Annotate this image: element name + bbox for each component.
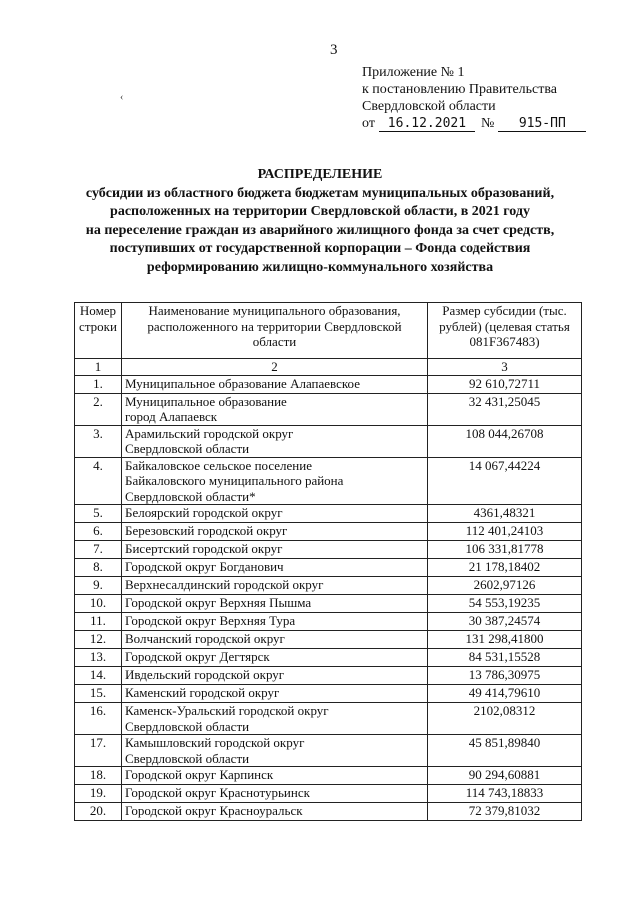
subsidy-amount-cell: 84 531,15528 <box>428 649 582 667</box>
municipality-name-cell: Белоярский городской округ <box>122 505 428 523</box>
table-row <box>75 785 582 803</box>
municipality-name-cell: Муниципальное образование Алапаевское <box>122 375 428 393</box>
header-subsidy-amount: Размер субсидии (тыс. рублей) (целевая статья 081F367483) <box>428 303 582 359</box>
row-number-cell: 5. <box>75 505 122 523</box>
row-number-cell: 15. <box>75 685 122 703</box>
table-row <box>75 559 582 577</box>
row-number-cell: 13. <box>75 649 122 667</box>
municipality-name-cell: Камышловский городской округ Свердловской области <box>122 735 428 767</box>
row-number-cell: 10. <box>75 595 122 613</box>
subsidy-amount-cell: 2602,97126 <box>428 577 582 595</box>
appendix-line-3: Свердловской области <box>362 99 496 114</box>
table-header-row <box>75 303 582 359</box>
municipality-name-cell: Муниципальное образование город Алапаевск <box>122 393 428 425</box>
row-number-cell: 20. <box>75 803 122 821</box>
subsidy-amount-cell: 45 851,89840 <box>428 735 582 767</box>
table-row <box>75 803 582 821</box>
scan-mark: ‹ <box>120 92 124 103</box>
subsidy-amount-cell: 13 786,30975 <box>428 667 582 685</box>
table-row <box>75 735 582 767</box>
municipality-name-cell: Городской округ Карпинск <box>122 767 428 785</box>
table-row <box>75 457 582 505</box>
row-number-cell: 8. <box>75 559 122 577</box>
row-number-cell: 14. <box>75 667 122 685</box>
subsidy-amount-cell: 32 431,25045 <box>428 393 582 425</box>
row-number-cell: 18. <box>75 767 122 785</box>
document-title <box>40 166 600 277</box>
subsidy-amount-cell: 54 553,19235 <box>428 595 582 613</box>
municipality-name-cell: Каменск-Уральский городской округ Свердловской области <box>122 703 428 735</box>
municipality-name-cell: Верхнесалдинский городской округ <box>122 577 428 595</box>
row-number-cell: 9. <box>75 577 122 595</box>
table-row <box>75 631 582 649</box>
subsidy-amount-cell: 112 401,24103 <box>428 523 582 541</box>
municipality-name-cell: Городской округ Верхняя Пышма <box>122 595 428 613</box>
header-row-number: Номер строки <box>75 303 122 359</box>
subsidy-amount-cell: 106 331,81778 <box>428 541 582 559</box>
subsidy-amount-cell: 108 044,26708 <box>428 425 582 457</box>
appendix-line-1: Приложение № 1 <box>362 65 465 80</box>
title-line-4: поступивших от государственной корпорации – Фонда содействия <box>109 241 531 256</box>
resolution-number: 915-ПП <box>498 117 586 132</box>
table-row <box>75 613 582 631</box>
row-number-cell: 4. <box>75 457 122 505</box>
subsidy-amount-cell: 4361,48321 <box>428 505 582 523</box>
resolution-date: 16.12.2021 <box>379 117 475 132</box>
subsidy-amount-cell: 72 379,81032 <box>428 803 582 821</box>
subsidy-amount-cell: 14 067,44224 <box>428 457 582 505</box>
from-label: от <box>362 116 375 131</box>
subsidy-amount-cell: 131 298,41800 <box>428 631 582 649</box>
title-line-1: субсидии из областного бюджета бюджетам муниципальных образований, <box>85 185 555 201</box>
table-row <box>75 393 582 425</box>
municipality-name-cell: Городской округ Богданович <box>122 559 428 577</box>
column-number-3: 3 <box>428 359 582 376</box>
appendix-date-line <box>362 115 586 132</box>
subsidy-amount-cell: 30 387,24574 <box>428 613 582 631</box>
subsidy-amount-cell: 49 414,79610 <box>428 685 582 703</box>
municipality-name-cell: Березовский городской округ <box>122 523 428 541</box>
municipality-name-cell: Городской округ Красноуральск <box>122 803 428 821</box>
table-row <box>75 667 582 685</box>
table-row <box>75 767 582 785</box>
row-number-cell: 19. <box>75 785 122 803</box>
title-line-3: на переселение граждан из аварийного жилищного фонда за счет средств, <box>85 222 555 238</box>
table-row <box>75 541 582 559</box>
municipality-name-cell: Городской округ Дегтярск <box>122 649 428 667</box>
row-number-cell: 7. <box>75 541 122 559</box>
appendix-header <box>362 64 586 132</box>
table-row <box>75 505 582 523</box>
row-number-cell: 12. <box>75 631 122 649</box>
row-number-cell: 11. <box>75 613 122 631</box>
municipality-name-cell: Городской округ Верхняя Тура <box>122 613 428 631</box>
page-number: 3 <box>330 42 338 58</box>
subsidy-amount-cell: 21 178,18402 <box>428 559 582 577</box>
municipality-name-cell: Арамильский городской округ Свердловской области <box>122 425 428 457</box>
row-number-cell: 1. <box>75 375 122 393</box>
appendix-line-2: к постановлению Правительства <box>362 82 558 97</box>
row-number-cell: 6. <box>75 523 122 541</box>
subsidy-table <box>74 302 582 821</box>
column-number-1: 1 <box>75 359 122 376</box>
subsidy-amount-cell: 114 743,18833 <box>428 785 582 803</box>
title-line-5: реформированию жилищно-коммунального хозяйства <box>146 259 494 275</box>
row-number-cell: 17. <box>75 735 122 767</box>
table-row <box>75 685 582 703</box>
municipality-name-cell: Каменский городской округ <box>122 685 428 703</box>
subsidy-amount-cell: 2102,08312 <box>428 703 582 735</box>
column-number-2: 2 <box>122 359 428 376</box>
table-row <box>75 703 582 735</box>
row-number-cell: 2. <box>75 393 122 425</box>
municipality-name-cell: Байкаловское сельское поселение Байкаловского муниципального района Свердловской области* <box>122 457 428 505</box>
title-line-2: расположенных на территории Свердловской области, в 2021 году <box>110 204 530 219</box>
municipality-name-cell: Волчанский городской округ <box>122 631 428 649</box>
table-row <box>75 375 582 393</box>
subsidy-amount-cell: 90 294,60881 <box>428 767 582 785</box>
table-row <box>75 523 582 541</box>
number-label: № <box>480 116 495 131</box>
table-row <box>75 649 582 667</box>
subsidy-amount-cell: 92 610,72711 <box>428 375 582 393</box>
municipality-name-cell: Городской округ Краснотурьинск <box>122 785 428 803</box>
table-row <box>75 595 582 613</box>
municipality-name-cell: Ивдельский городской округ <box>122 667 428 685</box>
column-number-row <box>75 359 582 376</box>
header-municipality: Наименование муниципального образования, расположенного на территории Свердловской области <box>122 303 428 359</box>
table-row <box>75 425 582 457</box>
row-number-cell: 3. <box>75 425 122 457</box>
title-heading: РАСПРЕДЕЛЕНИЕ <box>257 167 383 182</box>
municipality-name-cell: Бисертский городской округ <box>122 541 428 559</box>
row-number-cell: 16. <box>75 703 122 735</box>
table-row <box>75 577 582 595</box>
